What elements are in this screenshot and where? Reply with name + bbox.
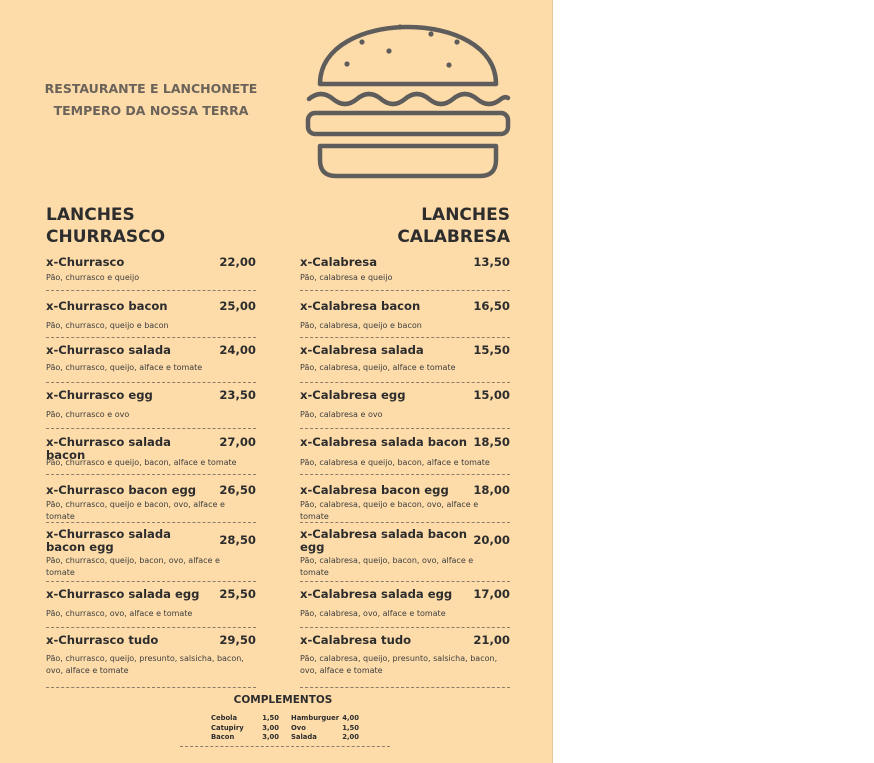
item-name: x-Calabresa bacon egg: [300, 483, 449, 497]
item-name: x-Churrasco salada egg: [46, 587, 200, 601]
section-title-line1: LANCHES: [421, 205, 510, 225]
menu-item: [300, 256, 510, 288]
complement-name: Ovo: [291, 724, 306, 732]
menu-item: [46, 436, 256, 472]
item-price: 15,50: [473, 343, 510, 357]
item-name: x-Calabresa bacon: [300, 299, 421, 313]
item-description: Pão, calabresa, queijo e bacon: [300, 321, 422, 330]
item-description: Pão, calabresa e ovo: [300, 410, 383, 419]
divider: [46, 474, 256, 475]
complementos-title: COMPLEMENTOS: [233, 694, 333, 706]
section-title-calabresa: [397, 204, 510, 248]
item-name: x-Calabresa salada bacon egg: [300, 527, 467, 554]
divider: [46, 581, 256, 582]
complement-item: [291, 733, 359, 743]
item-name: x-Calabresa egg: [300, 388, 406, 402]
item-name: x-Churrasco bacon egg: [46, 483, 197, 497]
item-name: x-Calabresa tudo: [300, 633, 412, 647]
divider: [300, 290, 510, 291]
complement-price: 1,50: [342, 724, 359, 732]
restaurant-name: [30, 78, 272, 122]
divider: [300, 428, 510, 429]
divider: [300, 522, 510, 523]
item-price: 25,50: [219, 587, 256, 601]
item-price: 23,50: [219, 388, 256, 402]
divider: [180, 746, 390, 747]
item-description: Pão, churrasco, queijo, bacon, ovo, alface e tomate: [46, 556, 220, 577]
section-title-line1: LANCHES: [46, 205, 135, 225]
item-description: Pão, calabresa, queijo, bacon, ovo, alface e tomate: [300, 556, 474, 577]
item-price: 17,00: [473, 587, 510, 601]
divider: [46, 290, 256, 291]
item-name: x-Churrasco egg: [46, 388, 153, 402]
divider: [46, 687, 256, 688]
item-description: Pão, churrasco e ovo: [46, 410, 130, 419]
item-price: 18,50: [473, 435, 510, 449]
item-price: 25,00: [219, 299, 256, 313]
complement-name: Bacon: [211, 733, 235, 741]
menu-item: [300, 588, 510, 624]
menu-item: [46, 256, 256, 288]
menu-item: [46, 588, 256, 624]
divider: [300, 474, 510, 475]
divider: [46, 522, 256, 523]
complement-name: Catupiry: [211, 724, 244, 732]
divider: [300, 337, 510, 338]
section-title-line2: CHURRASCO: [46, 227, 166, 247]
menu-item: [46, 484, 256, 522]
item-description: Pão, calabresa, queijo, alface e tomate: [300, 363, 456, 372]
item-name: x-Churrasco salada bacon egg: [46, 527, 171, 554]
item-name: x-Churrasco salada: [46, 343, 171, 357]
item-description: Pão, churrasco e queijo: [46, 273, 140, 282]
item-name: x-Calabresa salada bacon: [300, 435, 467, 449]
menu-item: [46, 528, 256, 580]
item-name: x-Churrasco bacon: [46, 299, 168, 313]
complement-item: [211, 733, 279, 743]
item-price: 29,50: [219, 633, 256, 647]
menu-item: [300, 389, 510, 425]
complement-item: [211, 714, 279, 724]
item-price: 24,00: [219, 343, 256, 357]
item-description: Pão, churrasco e queijo, bacon, alface e tomate: [46, 458, 237, 467]
menu-item: [300, 344, 510, 380]
item-description: Pão, calabresa e queijo, bacon, alface e tomate: [300, 458, 490, 467]
item-description: Pão, calabresa, queijo e bacon, ovo, alface e tomate: [300, 500, 479, 521]
item-price: 20,00: [473, 533, 510, 547]
item-price: 27,00: [219, 435, 256, 449]
item-name: x-Calabresa: [300, 255, 378, 269]
complement-price: 3,00: [262, 724, 279, 732]
divider: [300, 687, 510, 688]
item-description: Pão, churrasco, queijo e bacon: [46, 321, 169, 330]
item-price: 26,50: [219, 483, 256, 497]
item-price: 15,00: [473, 388, 510, 402]
complement-price: 2,00: [342, 733, 359, 741]
divider: [46, 428, 256, 429]
complement-name: Hamburguer: [291, 714, 340, 722]
item-description: Pão, churrasco, queijo, alface e tomate: [46, 363, 203, 372]
menu-item: [46, 344, 256, 380]
complement-price: 1,50: [262, 714, 279, 722]
item-description: Pão, churrasco, ovo, alface e tomate: [46, 609, 193, 618]
divider: [46, 382, 256, 383]
hamburger-icon: [302, 14, 514, 182]
menu-item: [46, 389, 256, 425]
divider: [300, 382, 510, 383]
complement-price: 3,00: [262, 733, 279, 741]
divider: [46, 627, 256, 628]
menu-item: [300, 436, 510, 472]
restaurant-name-line1: RESTAURANTE E LANCHONETE: [44, 81, 258, 96]
divider: [46, 337, 256, 338]
item-description: Pão, calabresa e queijo: [300, 273, 393, 282]
menu-item: [300, 300, 510, 336]
item-description: Pão, churrasco, queijo, presunto, salsicha, bacon, ovo, alface e tomate: [46, 654, 244, 675]
item-description: Pão, calabresa, ovo, alface e tomate: [300, 609, 446, 618]
divider: [300, 581, 510, 582]
menu-item: [300, 634, 510, 684]
item-description: Pão, churrasco, queijo e bacon, ovo, alface e tomate: [46, 500, 225, 521]
item-name: x-Churrasco tudo: [46, 633, 159, 647]
restaurant-name-line2: TEMPERO DA NOSSA TERRA: [53, 103, 249, 118]
complement-price: 4,00: [342, 714, 359, 722]
item-price: 18,00: [473, 483, 510, 497]
menu-item: [46, 300, 256, 336]
complement-name: Cebola: [211, 714, 238, 722]
item-name: x-Calabresa salada: [300, 343, 424, 357]
item-price: 16,50: [473, 299, 510, 313]
item-description: Pão, calabresa, queijo, presunto, salsicha, bacon, ovo, alface e tomate: [300, 654, 498, 675]
item-price: 13,50: [473, 255, 510, 269]
complement-name: Salada: [291, 733, 317, 741]
complement-item: [291, 714, 359, 724]
item-price: 21,00: [473, 633, 510, 647]
item-name: x-Churrasco salada bacon: [46, 435, 171, 462]
item-price: 22,00: [219, 255, 256, 269]
divider: [300, 627, 510, 628]
item-name: x-Churrasco: [46, 255, 125, 269]
item-name: x-Calabresa salada egg: [300, 587, 453, 601]
item-price: 28,50: [219, 533, 256, 547]
section-title-line2: CALABRESA: [397, 227, 510, 247]
section-title-churrasco: [46, 204, 165, 248]
menu-item: [300, 528, 510, 580]
menu-item: [300, 484, 510, 522]
menu-item: [46, 634, 256, 684]
